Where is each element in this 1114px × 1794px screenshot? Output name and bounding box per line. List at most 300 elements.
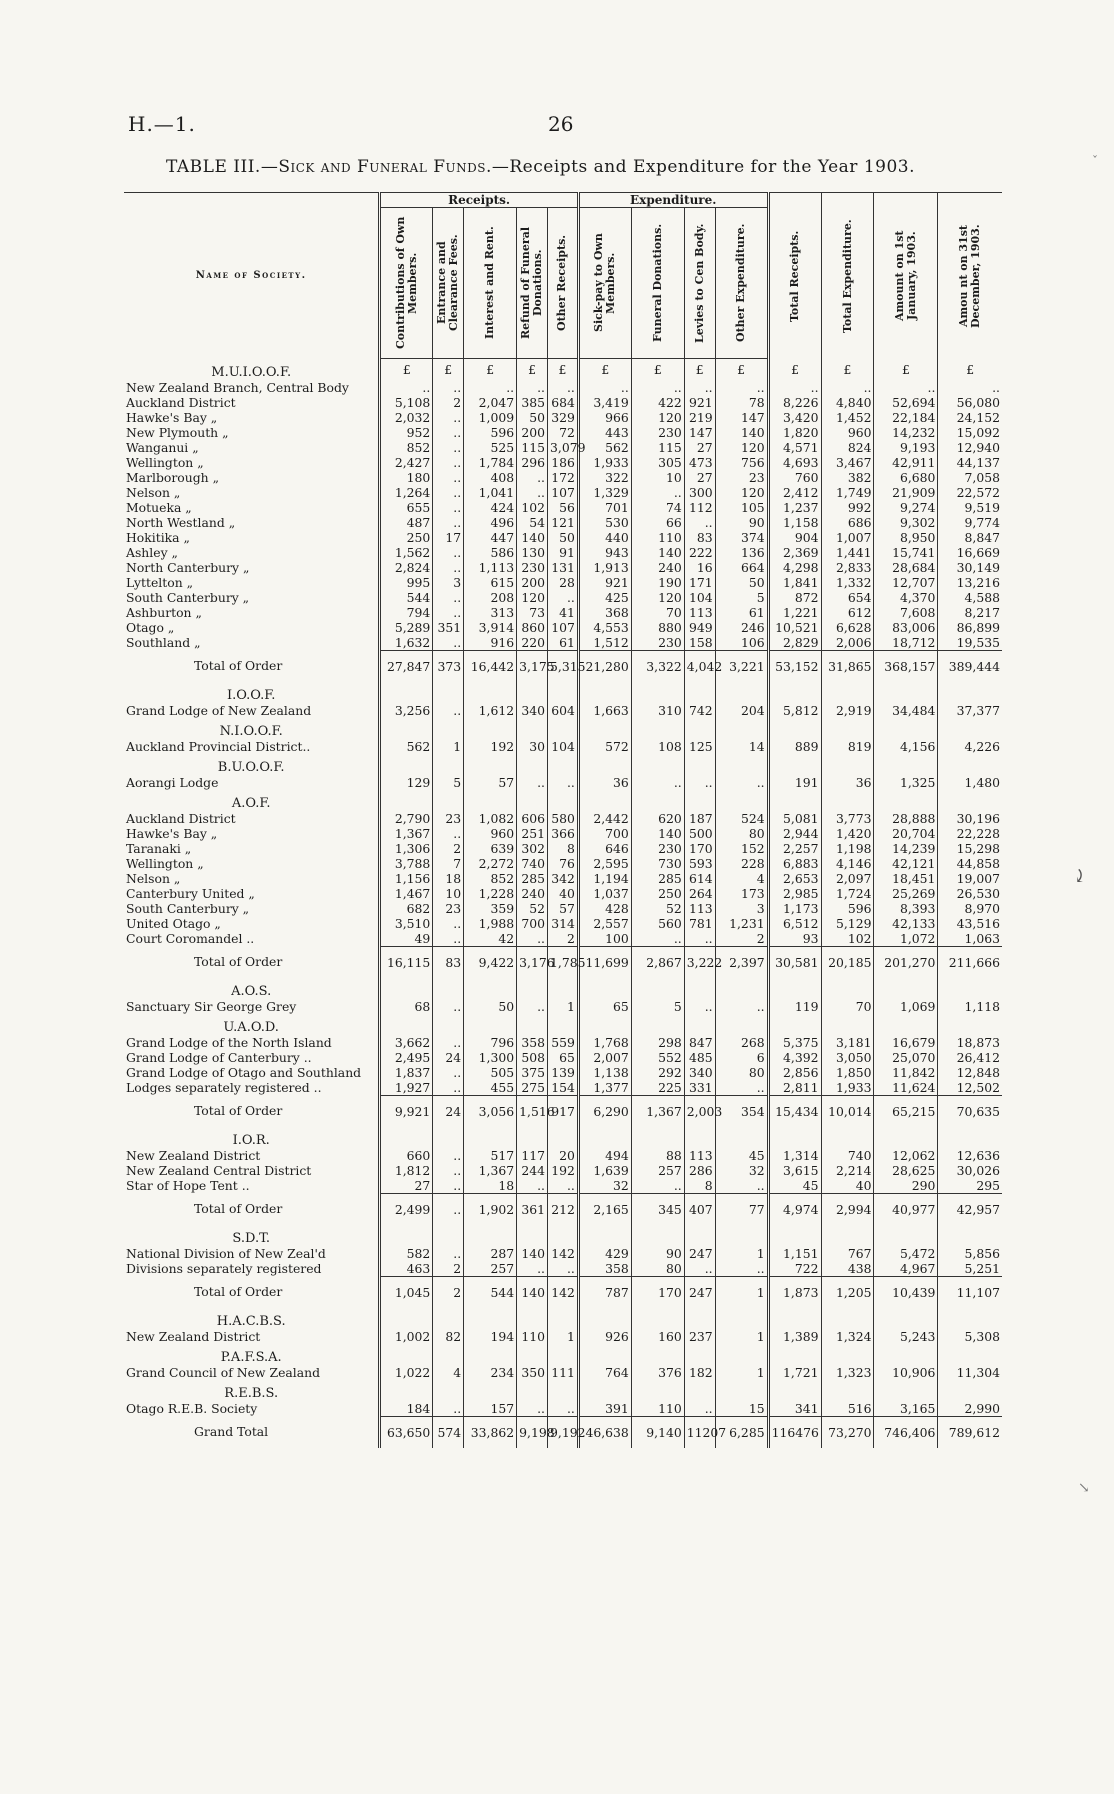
value-cell: 463 (380, 1261, 433, 1277)
value-cell: 358 (517, 1035, 548, 1050)
value-cell: .. (684, 931, 715, 947)
order-heading-row (124, 718, 1002, 739)
column-header-amount-january: Amount on 1st January, 1903. (874, 193, 938, 359)
value-cell: 1 (715, 1246, 768, 1261)
value-cell: .. (433, 560, 464, 575)
value-cell: 614 (684, 871, 715, 886)
value-cell: 9,193 (874, 440, 938, 455)
value-cell: 230 (631, 841, 684, 856)
value-cell: 107 (548, 620, 579, 635)
table-row (124, 530, 1002, 545)
value-cell: 250 (380, 530, 433, 545)
row-label: Hokitika „ (126, 529, 190, 545)
value-cell: 115 (517, 440, 548, 455)
value-cell: 787 (578, 1276, 631, 1308)
table-row (124, 575, 1002, 590)
order-heading-row (124, 1127, 1002, 1148)
value-cell: 42,957 (938, 1193, 1002, 1225)
row-label: Lodges separately registered .. (126, 1079, 322, 1095)
value-cell: 211,666 (938, 946, 1002, 978)
value-cell: 30 (517, 739, 548, 754)
value-cell: 1,045 (380, 1276, 433, 1308)
value-cell: 110 (517, 1329, 548, 1344)
value-cell: 28,625 (874, 1163, 938, 1178)
value-cell: 1,367 (631, 1095, 684, 1127)
value-cell: 1,037 (578, 886, 631, 901)
value-cell: 1,639 (578, 1163, 631, 1178)
column-header-sickpay: Sick-pay to Own Members. (578, 208, 631, 359)
value-cell: 615 (464, 575, 517, 590)
value-cell: 247 (684, 1276, 715, 1308)
value-cell: 6,512 (768, 916, 821, 931)
row-label: Marlborough „ (126, 469, 219, 485)
value-cell: 21,909 (874, 485, 938, 500)
table-row (124, 590, 1002, 605)
value-cell: 50 (464, 999, 517, 1014)
value-cell: 789,612 (938, 1416, 1002, 1448)
value-cell: 219 (684, 410, 715, 425)
value-cell: 1,927 (380, 1080, 433, 1096)
table-row (124, 703, 1002, 718)
value-cell: 596 (821, 901, 874, 916)
value-cell: 180 (380, 470, 433, 485)
currency-label: £ (578, 359, 631, 380)
value-cell: 24 (433, 1095, 464, 1127)
value-cell: 11,624 (874, 1080, 938, 1096)
value-cell: 1,562 (380, 545, 433, 560)
row-label: Divisions separately registered (126, 1260, 322, 1276)
row-label: New Plymouth „ (126, 424, 229, 440)
table-row (124, 1329, 1002, 1344)
value-cell: 407 (684, 1193, 715, 1225)
currency-label: £ (380, 359, 433, 380)
value-cell: 5,856 (938, 1246, 1002, 1261)
value-cell: 824 (821, 440, 874, 455)
value-cell: 361 (517, 1193, 548, 1225)
value-cell: 1,173 (768, 901, 821, 916)
value-cell: 4,226 (938, 739, 1002, 754)
value-cell: 5 (631, 999, 684, 1014)
value-cell: 296 (517, 455, 548, 470)
value-cell: 2,790 (380, 811, 433, 826)
value-cell: 192 (464, 739, 517, 754)
value-cell: 22,228 (938, 826, 1002, 841)
value-cell: 382 (821, 470, 874, 485)
value-cell: 329 (548, 410, 579, 425)
value-cell: 104 (684, 590, 715, 605)
row-label: Taranaki „ (126, 840, 192, 856)
value-cell: 200 (517, 575, 548, 590)
value-cell: 2,495 (380, 1050, 433, 1065)
table-body (124, 359, 1002, 1448)
value-cell: 41 (548, 605, 579, 620)
value-cell: 764 (578, 1365, 631, 1380)
value-cell: 12,636 (938, 1148, 1002, 1163)
table-row (124, 1401, 1002, 1417)
order-heading-row (124, 359, 1002, 380)
value-cell: 111 (548, 1365, 579, 1380)
value-cell: 2 (433, 1261, 464, 1277)
column-header-entrance: Entrance and Clearance Fees. (433, 208, 464, 359)
column-header-contributions: Contributions of Own Members. (380, 208, 433, 359)
value-cell: 286 (684, 1163, 715, 1178)
value-cell: 7,608 (874, 605, 938, 620)
value-cell: 428 (578, 901, 631, 916)
order-heading-row (124, 1014, 1002, 1035)
value-cell: 40 (821, 1178, 874, 1194)
value-cell: 593 (684, 856, 715, 871)
table-row (124, 620, 1002, 635)
value-cell: 18,712 (874, 635, 938, 651)
value-cell: 425 (578, 590, 631, 605)
value-cell: 28 (548, 575, 579, 590)
value-cell: .. (768, 380, 821, 395)
page-number: 26 (548, 112, 574, 136)
value-cell: 422 (631, 395, 684, 410)
value-cell: 56,080 (938, 395, 1002, 410)
column-header-name: Name of Society. (124, 193, 380, 359)
value-cell: 102 (821, 931, 874, 947)
row-label: National Division of New Zeal'd (126, 1245, 326, 1261)
value-cell: 23 (433, 901, 464, 916)
value-cell: 740 (821, 1148, 874, 1163)
value-cell: 1 (715, 1276, 768, 1308)
value-cell: 37,377 (938, 703, 1002, 718)
value-cell: 1 (548, 1329, 579, 1344)
value-cell: 15,741 (874, 545, 938, 560)
table-row (124, 811, 1002, 826)
value-cell: 10 (433, 886, 464, 901)
value-cell: 1,221 (768, 605, 821, 620)
value-cell: 5,243 (874, 1329, 938, 1344)
value-cell: 8,950 (874, 530, 938, 545)
value-cell: 42 (464, 931, 517, 947)
value-cell: 2,990 (938, 1401, 1002, 1417)
value-cell: 5 (433, 775, 464, 790)
total-row (124, 946, 1002, 978)
row-label: Total of Order (194, 1284, 283, 1300)
total-row (124, 1276, 1002, 1308)
value-cell: 57 (548, 901, 579, 916)
value-cell: 1,841 (768, 575, 821, 590)
row-label: New Zealand District (126, 1328, 261, 1344)
value-cell: 620 (631, 811, 684, 826)
value-cell: 139 (548, 1065, 579, 1080)
value-cell: 3,419 (578, 395, 631, 410)
value-cell: 1,324 (821, 1329, 874, 1344)
value-cell: 285 (631, 871, 684, 886)
value-cell: 2 (548, 931, 579, 947)
value-cell: 140 (517, 1246, 548, 1261)
value-cell: 819 (821, 739, 874, 754)
order-name: N.I.O.O.F. (219, 723, 283, 739)
value-cell: 3,420 (768, 410, 821, 425)
row-label: Auckland District (126, 810, 236, 826)
value-cell: 21,280 (578, 650, 631, 682)
value-cell: 606 (517, 811, 548, 826)
value-cell: 140 (517, 1276, 548, 1308)
value-cell: 314 (548, 916, 579, 931)
value-cell: .. (517, 1401, 548, 1417)
value-cell: 572 (578, 739, 631, 754)
value-cell: 368 (578, 605, 631, 620)
value-cell: .. (433, 500, 464, 515)
value-cell: 14,239 (874, 841, 938, 856)
value-cell: .. (517, 999, 548, 1014)
value-cell: 700 (517, 916, 548, 931)
value-cell: 76 (548, 856, 579, 871)
value-cell: 142 (548, 1276, 579, 1308)
value-cell: 54 (517, 515, 548, 530)
value-cell: 32 (715, 1163, 768, 1178)
value-cell: 374 (715, 530, 768, 545)
value-cell: 170 (631, 1276, 684, 1308)
value-cell: .. (517, 470, 548, 485)
value-cell: 140 (517, 530, 548, 545)
value-cell: 505 (464, 1065, 517, 1080)
table-row (124, 380, 1002, 395)
value-cell: 1,467 (380, 886, 433, 901)
value-cell: 4,298 (768, 560, 821, 575)
value-cell: 701 (578, 500, 631, 515)
currency-label: £ (684, 359, 715, 380)
value-cell: 9,302 (874, 515, 938, 530)
value-cell: 83,006 (874, 620, 938, 635)
value-cell: 56 (548, 500, 579, 515)
value-cell: 1,113 (464, 560, 517, 575)
value-cell: 50 (548, 530, 579, 545)
value-cell: 246 (715, 620, 768, 635)
value-cell: 9,140 (631, 1416, 684, 1448)
table-row (124, 775, 1002, 790)
value-cell: 257 (631, 1163, 684, 1178)
currency-label: £ (631, 359, 684, 380)
value-cell: 1,082 (464, 811, 517, 826)
value-cell: .. (517, 775, 548, 790)
value-cell: 7,058 (938, 470, 1002, 485)
value-cell: 2 (433, 841, 464, 856)
value-cell: .. (433, 455, 464, 470)
value-cell: 2,427 (380, 455, 433, 470)
value-cell: 88 (631, 1148, 684, 1163)
sick-funeral-funds-table (124, 192, 1002, 1448)
value-cell: 6,290 (578, 1095, 631, 1127)
value-cell: 77 (715, 1193, 768, 1225)
value-cell: 147 (715, 410, 768, 425)
value-cell: 4 (433, 1365, 464, 1380)
value-cell: 1,420 (821, 826, 874, 841)
value-cell: 16,115 (380, 946, 433, 978)
value-cell: 30,581 (768, 946, 821, 978)
page-reference: H.—1. (128, 112, 196, 136)
value-cell: 580 (548, 811, 579, 826)
value-cell: 1,785 (548, 946, 579, 978)
value-cell: 63,650 (380, 1416, 433, 1448)
value-cell: 949 (684, 620, 715, 635)
value-cell: .. (874, 380, 938, 395)
row-label: North Canterbury „ (126, 559, 250, 575)
value-cell: 525 (464, 440, 517, 455)
value-cell: .. (517, 1178, 548, 1194)
value-cell: 340 (684, 1065, 715, 1080)
value-cell: 240 (631, 560, 684, 575)
row-label: New Zealand Branch, Central Body (126, 379, 349, 395)
value-cell: .. (548, 1261, 579, 1277)
value-cell: 560 (631, 916, 684, 931)
value-cell: .. (517, 485, 548, 500)
value-cell: 302 (517, 841, 548, 856)
value-cell: 1,194 (578, 871, 631, 886)
value-cell: 1,784 (464, 455, 517, 470)
row-label: New Zealand Central District (126, 1162, 312, 1178)
value-cell: 3,467 (821, 455, 874, 470)
value-cell: 25,269 (874, 886, 938, 901)
value-cell: 310 (631, 703, 684, 718)
value-cell: 11,699 (578, 946, 631, 978)
value-cell: 1,002 (380, 1329, 433, 1344)
value-cell: 3 (715, 901, 768, 916)
value-cell: 116476 (768, 1416, 821, 1448)
table-row (124, 916, 1002, 931)
row-label: Total of Order (194, 1103, 283, 1119)
value-cell: 1,837 (380, 1065, 433, 1080)
value-cell: 40 (548, 886, 579, 901)
value-cell: 2,442 (578, 811, 631, 826)
value-cell: 9,198 (517, 1416, 548, 1448)
row-label: North Westland „ (126, 514, 236, 530)
value-cell: 1,332 (821, 575, 874, 590)
value-cell: .. (433, 425, 464, 440)
value-cell: 544 (464, 1276, 517, 1308)
row-label: Wanganui „ (126, 439, 199, 455)
value-cell: 3,079 (548, 440, 579, 455)
value-cell: 350 (517, 1365, 548, 1380)
value-cell: 15,434 (768, 1095, 821, 1127)
value-cell: 192 (548, 1163, 579, 1178)
row-label: Wellington „ (126, 855, 204, 871)
row-label: Total of Order (194, 1201, 283, 1217)
value-cell: 1,158 (768, 515, 821, 530)
table-row (124, 545, 1002, 560)
order-heading-row (124, 1308, 1002, 1329)
value-cell: 140 (631, 545, 684, 560)
value-cell: 305 (631, 455, 684, 470)
value-cell: 83 (433, 946, 464, 978)
table-row (124, 1035, 1002, 1050)
order-name: H.A.C.B.S. (216, 1313, 286, 1329)
value-cell: 440 (578, 530, 631, 545)
table-row (124, 605, 1002, 620)
value-cell: 13,216 (938, 575, 1002, 590)
value-cell: .. (548, 1178, 579, 1194)
value-cell: 112 (684, 500, 715, 515)
value-cell: 275 (517, 1080, 548, 1096)
value-cell: 8,217 (938, 605, 1002, 620)
value-cell: 10,906 (874, 1365, 938, 1380)
value-cell: 42,133 (874, 916, 938, 931)
value-cell: 852 (464, 871, 517, 886)
table-row (124, 1261, 1002, 1277)
value-cell: 50 (715, 575, 768, 590)
value-cell: 237 (684, 1329, 715, 1344)
value-cell: 1,138 (578, 1065, 631, 1080)
value-cell: 9,274 (874, 500, 938, 515)
value-cell: 120 (715, 485, 768, 500)
value-cell: 966 (578, 410, 631, 425)
margin-mark: ˇ (1092, 154, 1098, 168)
value-cell: 530 (578, 515, 631, 530)
value-cell: .. (631, 931, 684, 947)
order-heading-row (124, 1225, 1002, 1246)
value-cell: .. (938, 380, 1002, 395)
value-cell: .. (433, 1035, 464, 1050)
value-cell: 700 (578, 826, 631, 841)
value-cell: 4,967 (874, 1261, 938, 1277)
value-cell: 228 (715, 856, 768, 871)
value-cell: 682 (380, 901, 433, 916)
order-heading-row (124, 978, 1002, 999)
value-cell: 173 (715, 886, 768, 901)
column-header-total-expenditure: Total Expenditure. (821, 193, 874, 359)
value-cell: 80 (715, 1065, 768, 1080)
value-cell: 8,847 (938, 530, 1002, 545)
value-cell: 12,707 (874, 575, 938, 590)
value-cell: 6,883 (768, 856, 821, 871)
value-cell: 172 (548, 470, 579, 485)
column-header-other-receipts: Other Receipts. (548, 208, 579, 359)
value-cell: 5,251 (938, 1261, 1002, 1277)
value-cell: 1,367 (464, 1163, 517, 1178)
value-cell: 16 (684, 560, 715, 575)
value-cell: 1,850 (821, 1065, 874, 1080)
value-cell: 552 (631, 1050, 684, 1065)
value-cell: 1,009 (464, 410, 517, 425)
value-cell: .. (433, 826, 464, 841)
value-cell: 52,694 (874, 395, 938, 410)
value-cell: 110 (631, 530, 684, 545)
value-cell: 170 (684, 841, 715, 856)
value-cell: 376 (631, 1365, 684, 1380)
value-cell: 5,289 (380, 620, 433, 635)
value-cell: 366 (548, 826, 579, 841)
value-cell: 3,615 (768, 1163, 821, 1178)
value-cell: 4,156 (874, 739, 938, 754)
value-cell: 604 (548, 703, 579, 718)
value-cell: .. (433, 999, 464, 1014)
row-label: Nelson „ (126, 484, 181, 500)
order-name: I.O.O.F. (226, 687, 276, 703)
value-cell: 917 (548, 1095, 579, 1127)
value-cell: 4,693 (768, 455, 821, 470)
row-label: South Canterbury „ (126, 589, 250, 605)
value-cell: 12,062 (874, 1148, 938, 1163)
value-cell: 287 (464, 1246, 517, 1261)
row-label: South Canterbury „ (126, 900, 250, 916)
order-name: A.O.S. (231, 983, 272, 999)
table-row (124, 1148, 1002, 1163)
value-cell: .. (433, 1065, 464, 1080)
row-label: Canterbury United „ (126, 885, 255, 901)
value-cell: 9,422 (464, 946, 517, 978)
value-cell: 373 (433, 650, 464, 682)
order-name: S.D.T. (232, 1230, 270, 1246)
value-cell: .. (433, 1080, 464, 1096)
value-cell: 15 (715, 1401, 768, 1417)
value-cell: 42,121 (874, 856, 938, 871)
value-cell: 16,679 (874, 1035, 938, 1050)
table-row (124, 425, 1002, 440)
value-cell: 926 (578, 1329, 631, 1344)
